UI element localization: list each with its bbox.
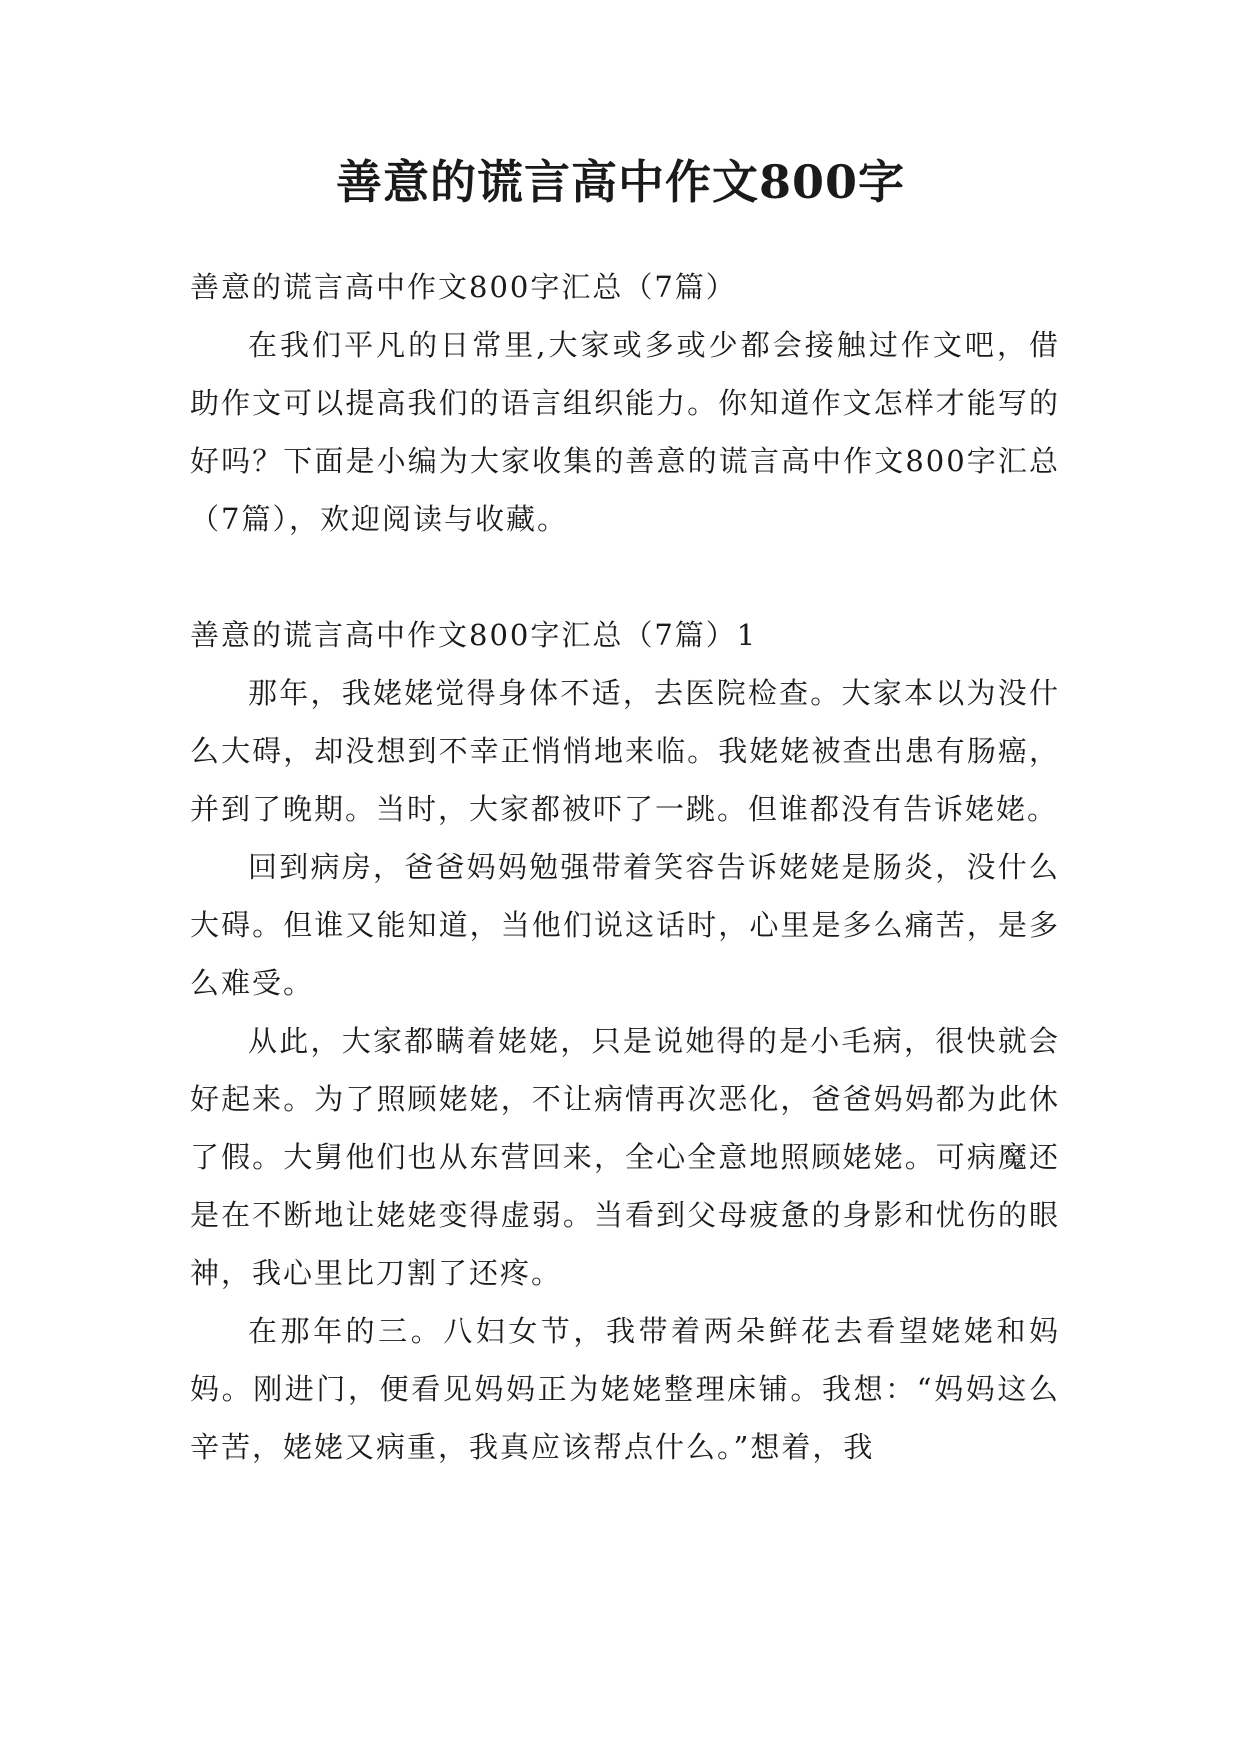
section-heading: 善意的谎言高中作文800字汇总（7篇）1 [190,618,758,652]
body-paragraph: 那年，我姥姥觉得身体不适，去医院检查。大家本以为没什么大碍，却没想到不幸正悄悄地来临。我姥姥被查出患有肠癌，并到了晚期。当时，大家都被吓了一跳。但谁都没有告诉姥姥。 [190,676,1060,826]
intro-paragraph: 在我们平凡的日常里,大家或多或少都会接触过作文吧，借助作文可以提高我们的语言组织能力。你知道作文怎样才能写的好吗？下面是小编为大家收集的善意的谎言高中作文800字汇总（7篇），欢迎阅读与收藏。 [190,328,1060,536]
summary-heading: 善意的谎言高中作文800字汇总（7篇） [190,270,737,304]
body-paragraph: 回到病房，爸爸妈妈勉强带着笑容告诉姥姥是肠炎，没什么大碍。但谁又能知道，当他们说这话时，心里是多么痛苦，是多么难受。 [190,850,1060,1000]
document-title: 善意的谎言高中作文800字 [335,155,906,209]
body-paragraph: 在那年的三。八妇女节，我带着两朵鲜花去看望姥姥和妈妈。刚进门，便看见妈妈正为姥姥整理床铺。我想：“妈妈这么辛苦，姥姥又病重，我真应该帮点什么。”想着，我 [190,1314,1060,1464]
document-body [190,258,1060,1476]
body-paragraph: 从此，大家都瞒着姥姥，只是说她得的是小毛病，很快就会好起来。为了照顾姥姥，不让病情再次恶化，爸爸妈妈都为此休了假。大舅他们也从东营回来，全心全意地照顾姥姥。可病魔还是在不断地让姥姥变得虚弱。当看到父母疲惫的身影和忧伤的眼神，我心里比刀割了还疼。 [190,1024,1060,1290]
